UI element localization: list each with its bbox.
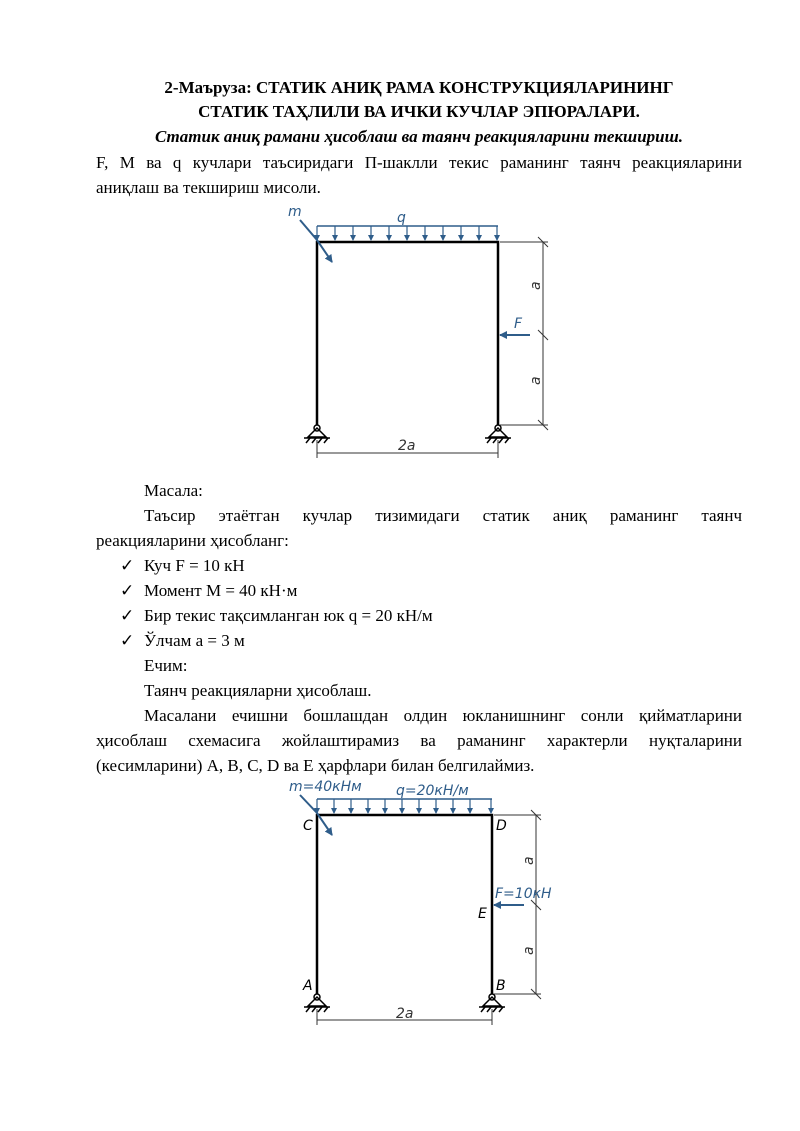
point-a-label: A [303,978,313,994]
lecture-title-line2: СТАТИК ТАҲЛИЛИ ВА ИЧКИ КУЧЛАР ЭПЮРАЛАРИ. [198,102,640,121]
frame-members [317,242,498,425]
solution-line1: Масалани ечишни бошлашдан олдин юкланишнинг сонли қийматларини [144,706,742,725]
section-subtitle: Статик аниқ рамани ҳисоблаш ва таянч реакцияларини текшириш. [154,127,684,146]
problem-statement-line1: Таъсир этаётган кучлар тизимидаги статик аниқ раманинг таянч [144,506,742,525]
lecture-title-line1: 2-Маъруза: СТАТИК АНИҚ РАМА КОНСТРУКЦИЯЛАРИНИНГ [164,78,674,97]
force-label: F=10кН [495,886,552,902]
check-icon: ✓ [120,606,135,625]
check-icon: ✓ [120,631,135,650]
frame-diagram-1 [280,198,580,463]
distributed-load-arrows [317,226,497,240]
dimension-lines [317,237,548,458]
moment-label: m [288,204,302,220]
solution-heading: Ечим: [144,656,188,675]
dim-a-top: a [528,281,544,290]
given-force: Куч F = 10 кН [144,556,245,575]
distributed-load-arrows [317,799,491,813]
given-moment: Момент M = 40 кН·м [144,581,298,600]
frame-diagram-2 [280,772,580,1034]
problem-statement-line2: реакцияларини ҳисобланг: [96,531,289,550]
point-c-label: C [303,818,313,834]
force-label: F [514,316,523,332]
moment-label: m=40кНм [289,779,362,795]
point-e-label: E [478,906,487,922]
dim-span: 2a [398,438,416,454]
problem-heading: Масала: [144,481,203,500]
dim-span: 2a [396,1006,414,1022]
point-b-label: B [496,978,506,994]
solution-line3: (кесимларини) A, B, C, D ва E ҳарфлари билан белгилаймиз. [96,756,535,775]
dim-a-bottom: a [521,946,537,955]
load-label: q [397,210,406,226]
solution-step: Таянч реакцияларни ҳисоблаш. [144,681,372,700]
point-d-label: D [496,818,507,834]
given-load: Бир текис тақсимланган юк q = 20 кН/м [144,606,433,625]
dimension-lines [317,810,541,1025]
dim-a-bottom: a [528,376,544,385]
check-icon: ✓ [120,556,135,575]
solution-line2: ҳисоблаш схемасига жойлаштирамиз ва раманинг характерли нуқталарини [96,731,742,750]
intro-line2: аниқлаш ва текшириш мисоли. [96,178,321,197]
check-icon: ✓ [120,581,135,600]
frame-members [317,815,492,994]
given-dimension: Ўлчам a = 3 м [144,631,245,650]
dim-a-top: a [521,856,537,865]
intro-line1: F, M ва q кучлари таъсиридаги П-шаклли текис раманинг таянч реакцияларини [96,153,742,172]
load-label: q=20кН/м [396,783,469,799]
